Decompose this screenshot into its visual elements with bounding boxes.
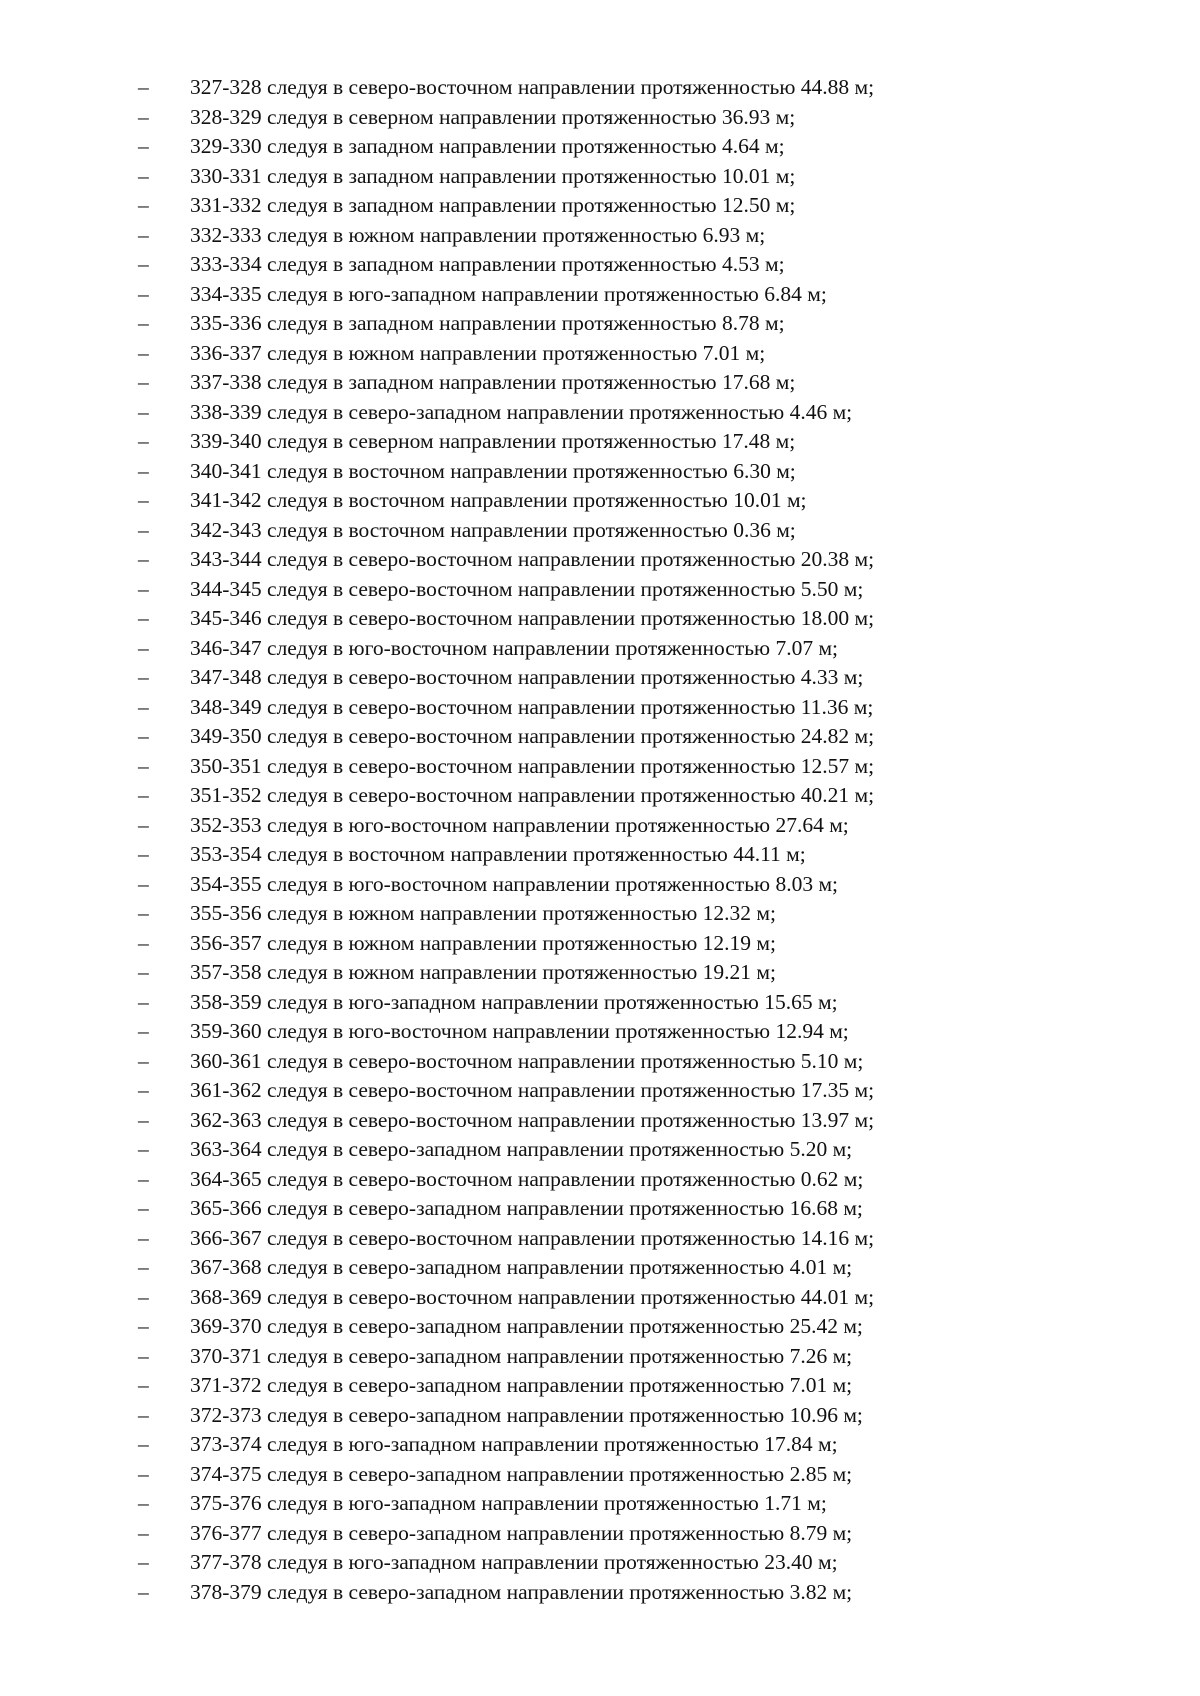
list-bullet-dash: – (138, 547, 149, 571)
list-bullet-dash: – (138, 134, 149, 158)
list-item (138, 1342, 1148, 1372)
list-item (138, 634, 1148, 664)
list-bullet-dash: – (138, 1196, 149, 1220)
list-item-text: 366-367 следуя в северо-восточном направлении протяженностью 14.16 м; (190, 1225, 875, 1250)
list-bullet-dash: – (138, 930, 149, 955)
list-item-text: 378-379 следуя в северо-западном направлении протяженностью 3.82 м; (190, 1579, 853, 1604)
list-item-text: 351-352 следуя в северо-восточном направлении протяженностью 40.21 м; (190, 783, 875, 807)
list-item (138, 132, 1148, 162)
list-item-text: 338-339 следуя в северо-западном направлении протяженностью 4.46 м; (190, 399, 853, 424)
list-bullet-dash: – (138, 724, 149, 748)
list-item (138, 162, 1148, 192)
list-item (138, 1548, 1148, 1578)
list-bullet-dash: – (138, 783, 149, 807)
list-item (138, 486, 1148, 516)
list-item-text: 371-372 следуя в северо-западном направлении протяженностью 7.01 м; (190, 1373, 853, 1397)
list-bullet-dash: – (138, 1225, 149, 1250)
list-item-text: 339-340 следуя в северном направлении протяженностью 17.48 м; (190, 429, 796, 453)
list-item (138, 368, 1148, 398)
list-item-text: 340-341 следуя в восточном направлении протяженностью 6.30 м; (190, 458, 796, 483)
list-item-text: 349-350 следуя в северо-восточном направлении протяженностью 24.82 м; (190, 724, 875, 748)
list-item (138, 1047, 1148, 1077)
list-bullet-dash: – (138, 1373, 149, 1397)
list-item (138, 1371, 1148, 1401)
list-bullet-dash: – (138, 635, 149, 660)
list-bullet-dash: – (138, 370, 149, 394)
list-item-text: 348-349 следуя в северо-восточном направлении протяженностью 11.36 м; (190, 694, 874, 719)
list-bullet-dash: – (138, 252, 149, 276)
list-item (138, 398, 1148, 428)
list-item-text: 359-360 следуя в юго-восточном направлении протяженностью 12.94 м; (190, 1019, 849, 1043)
list-bullet-dash: – (138, 1078, 149, 1102)
list-item-text: 331-332 следуя в западном направлении протяженностью 12.50 м; (190, 193, 796, 217)
list-item-text: 330-331 следуя в западном направлении протяженностью 10.01 м; (190, 163, 796, 188)
list-bullet-dash: – (138, 1048, 149, 1073)
list-item (138, 811, 1148, 841)
list-item-text: 337-338 следуя в западном направлении протяженностью 17.68 м; (190, 370, 796, 394)
list-bullet-dash: – (138, 1107, 149, 1132)
list-bullet-dash: – (138, 842, 149, 866)
list-item (138, 1578, 1148, 1608)
list-item-text: 363-364 следуя в северо-западном направлении протяженностью 5.20 м; (190, 1137, 853, 1161)
list-item-text: 361-362 следуя в северо-восточном направлении протяженностью 17.35 м; (190, 1078, 875, 1102)
list-bullet-dash: – (138, 606, 149, 630)
list-item (138, 427, 1148, 457)
list-item-text: 345-346 следуя в северо-восточном направлении протяженностью 18.00 м; (190, 606, 875, 630)
list-bullet-dash: – (138, 1550, 149, 1574)
list-item-text: 336-337 следуя в южном направлении протяженностью 7.01 м; (190, 340, 766, 365)
list-item-text: 344-345 следуя в северо-восточном направлении протяженностью 5.50 м; (190, 576, 864, 601)
list-bullet-dash: – (138, 1019, 149, 1043)
list-item (138, 545, 1148, 575)
list-item-text: 370-371 следуя в северо-западном направлении протяженностью 7.26 м; (190, 1343, 853, 1368)
list-item (138, 870, 1148, 900)
list-bullet-dash: – (138, 281, 149, 306)
list-item (138, 929, 1148, 959)
list-item-text: 372-373 следуя в северо-западном направлении протяженностью 10.96 м; (190, 1402, 863, 1427)
list-item-text: 364-365 следуя в северо-восточном направлении протяженностью 0.62 м; (190, 1166, 864, 1191)
list-bullet-dash: – (138, 488, 149, 512)
list-item (138, 1135, 1148, 1165)
list-item-text: 350-351 следуя в северо-восточном направлении протяженностью 12.57 м; (190, 753, 875, 778)
list-item (138, 250, 1148, 280)
list-item (138, 221, 1148, 251)
list-item-text: 327-328 следуя в северо-восточном направлении протяженностью 44.88 м; (190, 75, 875, 99)
list-item (138, 103, 1148, 133)
list-item-text: 355-356 следуя в южном направлении протяженностью 12.32 м; (190, 901, 776, 925)
list-item-text: 373-374 следуя в юго-западном направлении протяженностью 17.84 м; (190, 1432, 838, 1456)
list-item (138, 1194, 1148, 1224)
list-bullet-dash: – (138, 104, 149, 129)
list-bullet-dash: – (138, 1166, 149, 1191)
list-bullet-dash: – (138, 163, 149, 188)
list-bullet-dash: – (138, 576, 149, 601)
list-item-text: 342-343 следуя в восточном направлении протяженностью 0.36 м; (190, 517, 796, 542)
list-bullet-dash: – (138, 1579, 149, 1604)
list-item-text: 362-363 следуя в северо-восточном направлении протяженностью 13.97 м; (190, 1107, 875, 1132)
list-bullet-dash: – (138, 901, 149, 925)
list-item (138, 309, 1148, 339)
list-bullet-dash: – (138, 1137, 149, 1161)
list-item-text: 328-329 следуя в северном направлении протяженностью 36.93 м; (190, 104, 796, 129)
list-bullet-dash: – (138, 193, 149, 217)
list-bullet-dash: – (138, 1314, 149, 1338)
list-item (138, 1017, 1148, 1047)
list-item (138, 1106, 1148, 1136)
list-item-text: 354-355 следуя в юго-восточном направлении протяженностью 8.03 м; (190, 871, 839, 896)
list-item-text: 335-336 следуя в западном направлении протяженностью 8.78 м; (190, 311, 785, 335)
list-bullet-dash: – (138, 429, 149, 453)
list-bullet-dash: – (138, 340, 149, 365)
list-bullet-dash: – (138, 1402, 149, 1427)
list-item-text: 365-366 следуя в северо-западном направлении протяженностью 16.68 м; (190, 1196, 863, 1220)
list-bullet-dash: – (138, 75, 149, 99)
list-bullet-dash: – (138, 1491, 149, 1515)
list-bullet-dash: – (138, 1461, 149, 1486)
list-item (138, 840, 1148, 870)
list-item-text: 377-378 следуя в юго-западном направлении протяженностью 23.40 м; (190, 1550, 838, 1574)
list-item (138, 1519, 1148, 1549)
list-item (138, 73, 1148, 103)
list-item (138, 1460, 1148, 1490)
list-item (138, 516, 1148, 546)
list-item-text: 347-348 следуя в северо-восточном направлении протяженностью 4.33 м; (190, 665, 864, 689)
list-item (138, 752, 1148, 782)
list-item-text: 341-342 следуя в восточном направлении протяженностью 10.01 м; (190, 488, 807, 512)
list-item-text: 356-357 следуя в южном направлении протяженностью 12.19 м; (190, 930, 776, 955)
list-bullet-dash: – (138, 753, 149, 778)
list-item (138, 1165, 1148, 1195)
list-item-text: 375-376 следуя в юго-западном направлении протяженностью 1.71 м; (190, 1491, 827, 1515)
list-item (138, 1253, 1148, 1283)
list-item-text: 374-375 следуя в северо-западном направлении протяженностью 2.85 м; (190, 1461, 853, 1486)
list-item (138, 899, 1148, 929)
list-item-text: 343-344 следуя в северо-восточном направлении протяженностью 20.38 м; (190, 547, 875, 571)
list-bullet-dash: – (138, 694, 149, 719)
list-item-text: 346-347 следуя в юго-восточном направлении протяженностью 7.07 м; (190, 635, 839, 660)
list-item (138, 1401, 1148, 1431)
list-bullet-dash: – (138, 399, 149, 424)
list-item-text: 332-333 следуя в южном направлении протяженностью 6.93 м; (190, 222, 766, 247)
list-item-text: 334-335 следуя в юго-западном направлении протяженностью 6.84 м; (190, 281, 827, 306)
list-item (138, 722, 1148, 752)
list-item (138, 693, 1148, 723)
boundary-segment-list (138, 73, 1148, 1607)
list-item (138, 280, 1148, 310)
list-bullet-dash: – (138, 222, 149, 247)
list-item (138, 1076, 1148, 1106)
list-bullet-dash: – (138, 665, 149, 689)
list-item (138, 191, 1148, 221)
list-item-text: 367-368 следуя в северо-западном направлении протяженностью 4.01 м; (190, 1255, 853, 1279)
list-item (138, 1283, 1148, 1313)
list-item-text: 376-377 следуя в северо-западном направлении протяженностью 8.79 м; (190, 1520, 853, 1545)
list-bullet-dash: – (138, 1284, 149, 1309)
list-bullet-dash: – (138, 458, 149, 483)
list-item (138, 958, 1148, 988)
list-item-text: 369-370 следуя в северо-западном направлении протяженностью 25.42 м; (190, 1314, 863, 1338)
list-item-text: 358-359 следуя в юго-западном направлении протяженностью 15.65 м; (190, 989, 838, 1014)
list-item-text: 357-358 следуя в южном направлении протяженностью 19.21 м; (190, 960, 776, 984)
list-item (138, 1489, 1148, 1519)
list-bullet-dash: – (138, 1520, 149, 1545)
list-bullet-dash: – (138, 989, 149, 1014)
list-bullet-dash: – (138, 871, 149, 896)
list-bullet-dash: – (138, 1255, 149, 1279)
list-bullet-dash: – (138, 812, 149, 837)
list-item (138, 575, 1148, 605)
list-bullet-dash: – (138, 311, 149, 335)
list-item-text: 368-369 следуя в северо-восточном направлении протяженностью 44.01 м; (190, 1284, 875, 1309)
list-item (138, 604, 1148, 634)
list-item (138, 1224, 1148, 1254)
list-item (138, 781, 1148, 811)
list-item-text: 333-334 следуя в западном направлении протяженностью 4.53 м; (190, 252, 785, 276)
list-item-text: 329-330 следуя в западном направлении протяженностью 4.64 м; (190, 134, 785, 158)
list-item-text: 360-361 следуя в северо-восточном направлении протяженностью 5.10 м; (190, 1048, 864, 1073)
list-item (138, 663, 1148, 693)
list-bullet-dash: – (138, 517, 149, 542)
list-item (138, 988, 1148, 1018)
list-item (138, 457, 1148, 487)
list-item (138, 339, 1148, 369)
list-item-text: 352-353 следуя в юго-восточном направлении протяженностью 27.64 м; (190, 812, 849, 837)
list-bullet-dash: – (138, 1343, 149, 1368)
list-item-text: 353-354 следуя в восточном направлении протяженностью 44.11 м; (190, 842, 806, 866)
list-bullet-dash: – (138, 1432, 149, 1456)
list-bullet-dash: – (138, 960, 149, 984)
list-item (138, 1312, 1148, 1342)
list-item (138, 1430, 1148, 1460)
